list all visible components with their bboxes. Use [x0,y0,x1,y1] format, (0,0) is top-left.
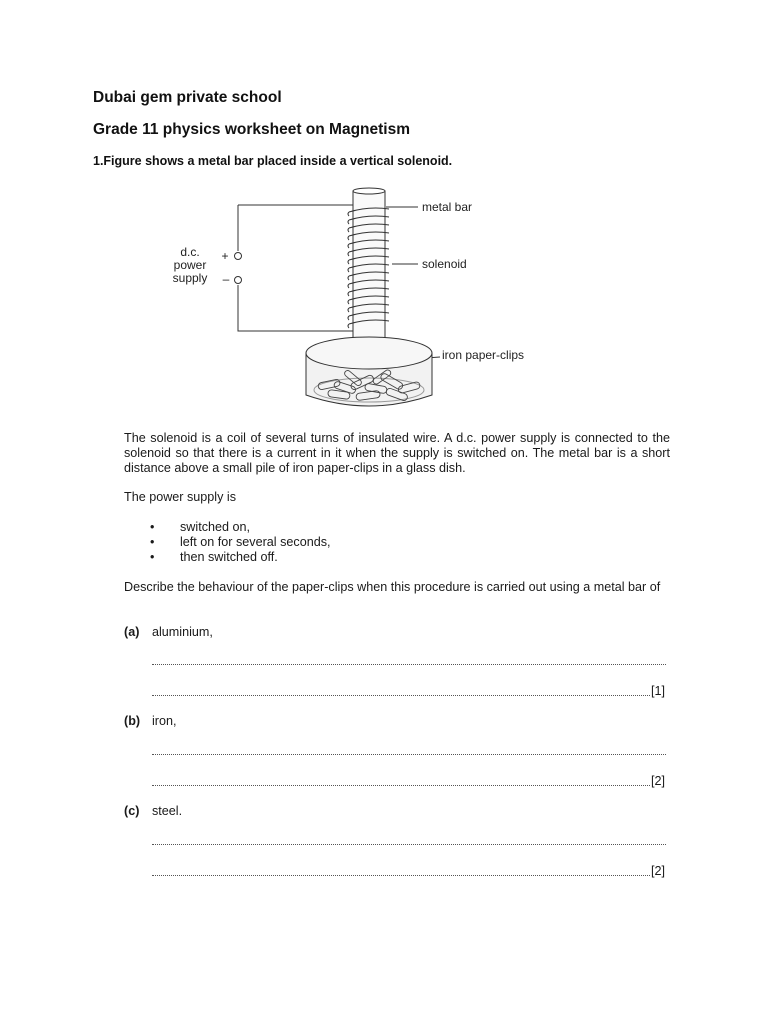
power-label-line-3: supply [172,271,208,285]
part-text: aluminium, [152,625,213,639]
power-label-line-1: d.c. [180,245,200,259]
part-label: (a) [124,625,140,639]
coil-turn-edge [348,292,349,296]
part-c [124,804,182,818]
answer-line[interactable] [152,785,650,786]
negative-terminal [235,277,242,284]
procedure-intro: The power supply is [124,490,236,504]
mark-allocation: [2] [651,774,666,788]
coil-turn-edge [348,308,349,312]
procedure-steps [150,520,331,565]
coil-turn-edge [348,228,349,232]
circuit-wires [238,205,356,331]
answer-line[interactable] [152,844,666,845]
coil-turn-edge [348,220,349,224]
label-solenoid: solenoid [422,257,467,271]
coil-turn-edge [348,324,349,328]
answer-line[interactable] [152,695,650,696]
label-iron-paper-clips: iron paper-clips [442,348,525,362]
coil-turn-edge [348,212,349,216]
coil-turn-edge [348,260,349,264]
procedure-step: • left on for several seconds, [150,535,331,549]
power-label-line-2: power [173,258,207,272]
worksheet-title: Grade 11 physics worksheet on Magnetism [93,121,411,138]
coil-turn-edge [348,268,349,272]
part-label: (b) [124,714,141,728]
coil-turn-edge [348,252,349,256]
coil-turn-edge [348,284,349,288]
mark-allocation: [2] [651,864,666,878]
coil-turn-edge [348,300,349,304]
mark-allocation: [1] [651,684,666,698]
minus-sign: – [222,272,230,286]
coil-turn-edge [348,276,349,280]
answer-line[interactable] [152,664,666,665]
question-prompt: Describe the behaviour of the paper-clips when this procedure is carried out using a metal bar of [124,580,661,594]
coil-turn-edge [348,244,349,248]
solenoid-figure [160,185,560,415]
coil-turn-edge [348,236,349,240]
question-1-stem: 1.Figure shows a metal bar placed inside a vertical solenoid. [93,154,453,168]
procedure-step: • switched on, [150,520,251,534]
part-text: steel. [152,804,183,818]
part-label: (c) [124,804,140,818]
positive-terminal [235,253,242,260]
school-name: Dubai gem private school [93,89,282,106]
part-text: iron, [152,714,177,728]
answer-line[interactable] [152,754,666,755]
part-a [124,625,213,639]
procedure-step: • then switched off. [150,550,278,564]
label-metal-bar: metal bar [422,200,473,214]
coil-turn-edge [348,316,349,320]
glass-dish [306,337,432,406]
plus-sign: + [221,249,229,263]
answer-line[interactable] [152,875,650,876]
description-paragraph: The solenoid is a coil of several turns of insulated wire. A d.c. power supply is connected to the solenoid so that there is a current in it when the supply is switched on. The metal bar is a short distance above a small pile of iron paper-clips in a glass dish. [124,431,670,475]
part-b [124,714,177,728]
